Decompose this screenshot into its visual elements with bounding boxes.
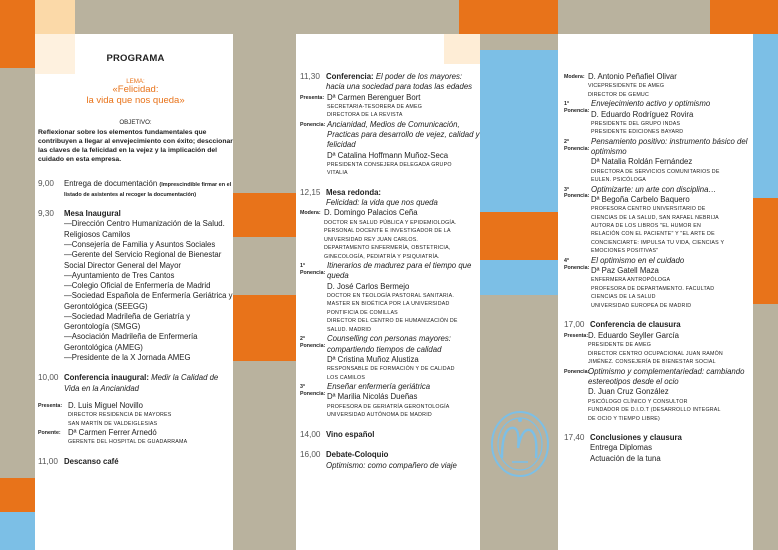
speaker-name: D. Eduardo Rodríguez Rovira [591,109,694,119]
item-title: Mesa Inaugural [64,209,121,219]
speaker-name: Dª Paz Gatell Maza [591,266,659,276]
panel-middle [296,34,480,550]
speaker [300,208,480,261]
speaker [300,120,480,178]
deco-block [35,0,75,34]
speaker [38,401,233,428]
item-title: Conferencia inaugural: [64,373,149,383]
role-label: Presenta: [300,94,325,101]
speaker-role: PROFESORA CENTRO UNIVERSITARIO DE [591,206,706,213]
item-italic: El poder de los mayores: hacia una sociedad para todas las edades [326,72,473,92]
ponencia-title: Optimismo y complementariedad: cambiando estereotipos desde el ocio [588,366,745,387]
objetivo-label: OBJETIVO: [119,118,152,126]
speaker [564,72,753,99]
list-item: —Asociación Madrileña de Enfermería Gerontológica (AMEG) [64,332,198,352]
speaker-role: LOS CAMILOS [327,374,366,381]
speaker-role: CIENCIAS DE LA SALUD [591,294,656,301]
list-item: Actuación de la tuna [590,453,661,463]
list-item: —Sociedad Española de Enfermería Geriátrica y Gerontológica (SEEGG) [64,291,233,311]
ponencia-title: Counselling con personas mayores: compartiendo tiempos de calidad [327,334,451,354]
role-label: Modera: [564,74,585,80]
speaker-role: PRESIDENTE DEL GRUPO INDAS [591,120,681,127]
speaker [564,99,753,137]
list-item: —Colegio Oficial de Enfermería de Madrid [64,281,211,291]
role-label: 2ª Ponencia: [300,336,326,350]
speaker-name: D. Eduardo Seyller García [588,331,680,341]
speaker-name: Dª Natalia Roldán Fernández [591,157,693,167]
deco-block [480,50,558,212]
speaker-role: GERENTE DEL HOSPITAL DE GUADARRAMA [68,439,188,446]
speaker-role: DOCTOR EN TEOLOGÍA PASTORAL SANITARIA. [327,292,455,299]
speaker-name: D. Juan Cruz González [588,387,669,397]
speaker-role: DIRECTOR DE GEMUC [588,91,649,98]
deco-block [444,34,480,64]
time: 14,00 [300,429,321,439]
speaker-role: UNIVERSIDAD REY JUAN CARLOS. [324,236,419,243]
list-item: —Consejería de Familia y Asuntos Sociales [64,239,216,249]
list-item: Entrega Diplomas [590,443,652,453]
item-note: (Imprescindible firmar en el listado de asistentes al recoger la documentación) [64,181,232,198]
speaker-name: D. Luis Miguel Novillo [68,400,143,410]
speaker-role: RESPONSABLE DE FORMACIÓN Y DE CALIDAD [327,366,455,373]
speaker-role: DIRECTORA DE LA REVISTA [327,112,403,119]
speaker-name: D. Domingo Palacios Ceña [324,208,418,218]
speaker-name: Dª Marilia Nicolás Dueñas [327,392,418,402]
speaker-role: GINECOLOGÍA, PEDIATRÍA Y PSIQUIATRÍA. [324,253,440,260]
lema-text: «Felicidad: la vida que nos queda» [86,84,185,106]
item-text: Entrega de documentación [64,178,158,188]
speaker-role: JIMÉNEZ. CONSEJERÍA DE BIENESTAR SOCIAL [588,359,716,366]
ponencia-title: Optimizarte: un arte con disciplina… [591,184,717,194]
speaker-role: DIRECTORA DE SERVICIOS COMUNITARIOS DE [591,168,720,175]
speaker-role: DOCTOR EN SALUD PÚBLICA Y EPIDEMIOLOGÍA. [324,219,457,226]
ponencia-title: Itinerarios de madurez para el tiempo que queda [327,261,472,281]
deco-block [753,34,778,198]
lema-label: LEMA: [126,78,145,85]
role-label: 3ª Ponencia: [300,384,326,397]
speaker-role: DIRECTOR RESIDENCIA DE MAYORES [68,412,172,419]
agenda-item [38,209,233,363]
agenda-item [38,373,233,394]
speaker-role: PSICÓLOGO CLÍNICO Y CONSULTOR [588,398,688,405]
speaker-role: PRESIDENTE EDICIONES BAYARD [591,129,684,136]
speaker-role: EMOCIONES POSITIVAS" [591,248,659,255]
item-title: Conferencia: [326,72,374,81]
role-label: Presenta: [564,333,589,340]
ponencia-title: El optimismo en el cuidado [591,255,685,265]
speaker-name: Dª Carmen Ferrer Arnedó [68,428,157,438]
role-label: 4ª Ponencia: [564,257,590,271]
speaker [564,331,753,367]
speaker-name: Dª Cristina Muñoz Alustiza [327,354,419,364]
deco-block [233,193,296,237]
time: 17,40 [564,433,585,443]
speaker-role: FUNDADOR DE D.I.O.T (DESARROLLO INTEGRAL [588,407,721,414]
speaker-role: UNIVERSIDAD AUTÓNOMA DE MADRID [327,412,432,419]
ponencia-title: Pensamiento positivo: instrumento básico del optimismo [591,136,748,156]
speaker-role: PONTIFICIA DE COMILLAS [327,309,398,316]
item-italic: Optimismo: como compañero de viaje [326,460,457,470]
deco-block [0,512,35,550]
speaker-role: SALUD. MADRID [327,326,372,333]
speaker-name: Dª Begoña Carbelo Baquero [591,194,690,204]
time: 17,00 [564,320,585,330]
speaker-name: D. Antonio Peñafiel Olivar [588,72,677,81]
time: 11,30 [300,72,320,81]
role-label: 3ª Ponencia: [564,186,590,200]
speaker-role: CIENCIAS DE LA SALUD, SAN RAFAEL NEBRIJA [591,214,719,221]
speaker [300,382,480,420]
role-label: Ponencia: [564,368,590,375]
item-title: Conclusiones y clausura [590,433,682,443]
list-item: —Presidente de la X Jornada AMEG [64,353,191,363]
speaker-role: DEPARTAMENTO ENFERMERÍA, OBSTETRICIA, [324,245,451,252]
ameg-logo-icon [488,408,552,480]
speaker-name: Dª Carmen Berenguer Bort [327,92,421,102]
speaker-role: PERSONAL DOCENTE E INVESTIGADOR DE LA [324,228,451,235]
item-italic: Medir la Calidad de Vida en la Ancianidad [64,373,219,393]
time: 16,00 [300,450,321,460]
speaker-role: VICEPRESIDENTE DE AMEG [588,83,665,90]
deco-block [753,198,778,304]
speaker [564,367,753,423]
speaker-role: AUTORA DE LOS LIBROS "EL HUMOR EN [591,223,702,229]
role-label: Modera: [300,210,321,217]
speaker-role: ENFERMERA ANTROPÓLOGA [591,277,671,284]
agenda-item [300,188,480,209]
agenda-item [564,320,753,331]
deco-block [0,0,35,68]
deco-block [459,0,558,34]
ponencia-title: Ancianidad, Medios de Comunicación, Practicas para desarrollo de vejez, calidad y felicidad [327,119,480,150]
program-title: PROGRAMA [106,53,165,64]
speaker-role: RELACIÓN CON EL PACIENTE" Y "EL ARTE DE [591,231,715,238]
item-title: Debate-Coloquio [326,450,389,460]
deco-block [480,212,558,260]
ponencia-title: Enseñar enfermería geriátrica [327,382,431,391]
speaker-role: EULEN. PSICÓLOGA [591,177,647,184]
speaker-role: PROFESORA DE DEPARTAMENTO. FACULTAD [591,285,715,292]
speaker-role: CONCIENCIARTE: IMPULSA TU VIDA, CIENCIAS Y [591,239,725,246]
agenda-item [564,433,753,464]
agenda-item [38,179,233,200]
speaker-role: PRESIDENTA CONSEJERA DELEGADA GRUPO [327,161,452,168]
speaker-role: PRESIDENTE DE AMEG [588,342,652,349]
item-italic: Felicidad: la vida que nos queda [326,198,438,208]
deco-block [710,0,778,34]
time: 10,00 [38,373,59,383]
speaker-role: UNIVERSIDAD EUROPEA DE MADRID [591,302,692,309]
speaker-role: VITALIA [327,170,348,177]
item-title: Conferencia de clausura [590,320,681,330]
speaker-role: MASTER EN BIOÉTICA POR LA UNIVERSIDAD [327,301,450,308]
panel-right [558,34,753,550]
list-item: —Sociedad Madrileña de Geriatría y Gerontología (SMGG) [64,311,191,332]
list-item: —Gerente del Servicio Regional de Bienestar Social Director General del Mayor [64,250,222,270]
speaker [564,185,753,256]
speaker [300,334,480,382]
time: 12,15 [300,187,321,197]
role-label: Ponente: [38,430,61,437]
list-item: —Dirección Centro Humanización de la Salud. Religiosos Camilos [64,219,225,239]
role-label: 1ª Ponencia: [564,101,590,115]
time: 9,00 [38,178,54,188]
agenda-item [300,430,480,441]
agenda-item [300,72,480,93]
speaker [38,428,233,447]
role-label: Ponencia: [300,121,326,128]
speaker [564,256,753,310]
role-label: 2ª Ponencia: [564,138,590,152]
speaker [300,261,480,334]
ponencia-title: Envejecimiento activo y optimismo [591,99,711,109]
speaker-role: PROFESORA DE GERIATRÍA GERONTOLOGÍA [327,403,450,410]
deco-block [480,260,558,295]
deco-block [233,295,296,361]
time: 9,30 [38,209,54,219]
panel-programa [35,34,233,550]
speaker-role: SAN MARTÍN DE VALDEIGLESIAS [68,420,158,427]
speaker-role: DE OCIO Y TIEMPO LIBRE) [588,415,661,422]
objetivo-text: Reflexionar sobre los elementos fundamentales que contribuyen a llegar al envejecimiento con éxito; desccionar las claves de la felicidad en la vejez y la implicación del cuidado en esta empresa. [38,128,233,164]
time: 11,00 [38,456,58,466]
item-title: Descanso café [64,456,119,466]
agenda-item [38,457,233,468]
agenda-item [300,450,480,471]
speaker-role: SECRETARIA-TESORERA DE AMEG [327,103,423,110]
speaker-role: DIRECTOR DEL CENTRO DE HUMANIZACIÓN DE [327,318,458,325]
speaker [300,93,480,120]
role-label: 1ª Ponencia: [300,263,326,277]
speaker [564,137,753,185]
item-title: Mesa redonda: [326,187,382,197]
speaker-role: DIRECTOR CENTRO OCUPACIONAL JUAN RAMÓN [588,350,723,357]
role-label: Presenta: [38,402,63,409]
speaker-name: D. José Carlos Bermejo [327,281,410,291]
speaker-name: Dª Catalina Hoffmann Muñoz-Seca [327,150,449,160]
list-item: —Ayuntamiento de Tres Cantos [64,270,175,280]
item-title: Vino español [326,429,375,439]
